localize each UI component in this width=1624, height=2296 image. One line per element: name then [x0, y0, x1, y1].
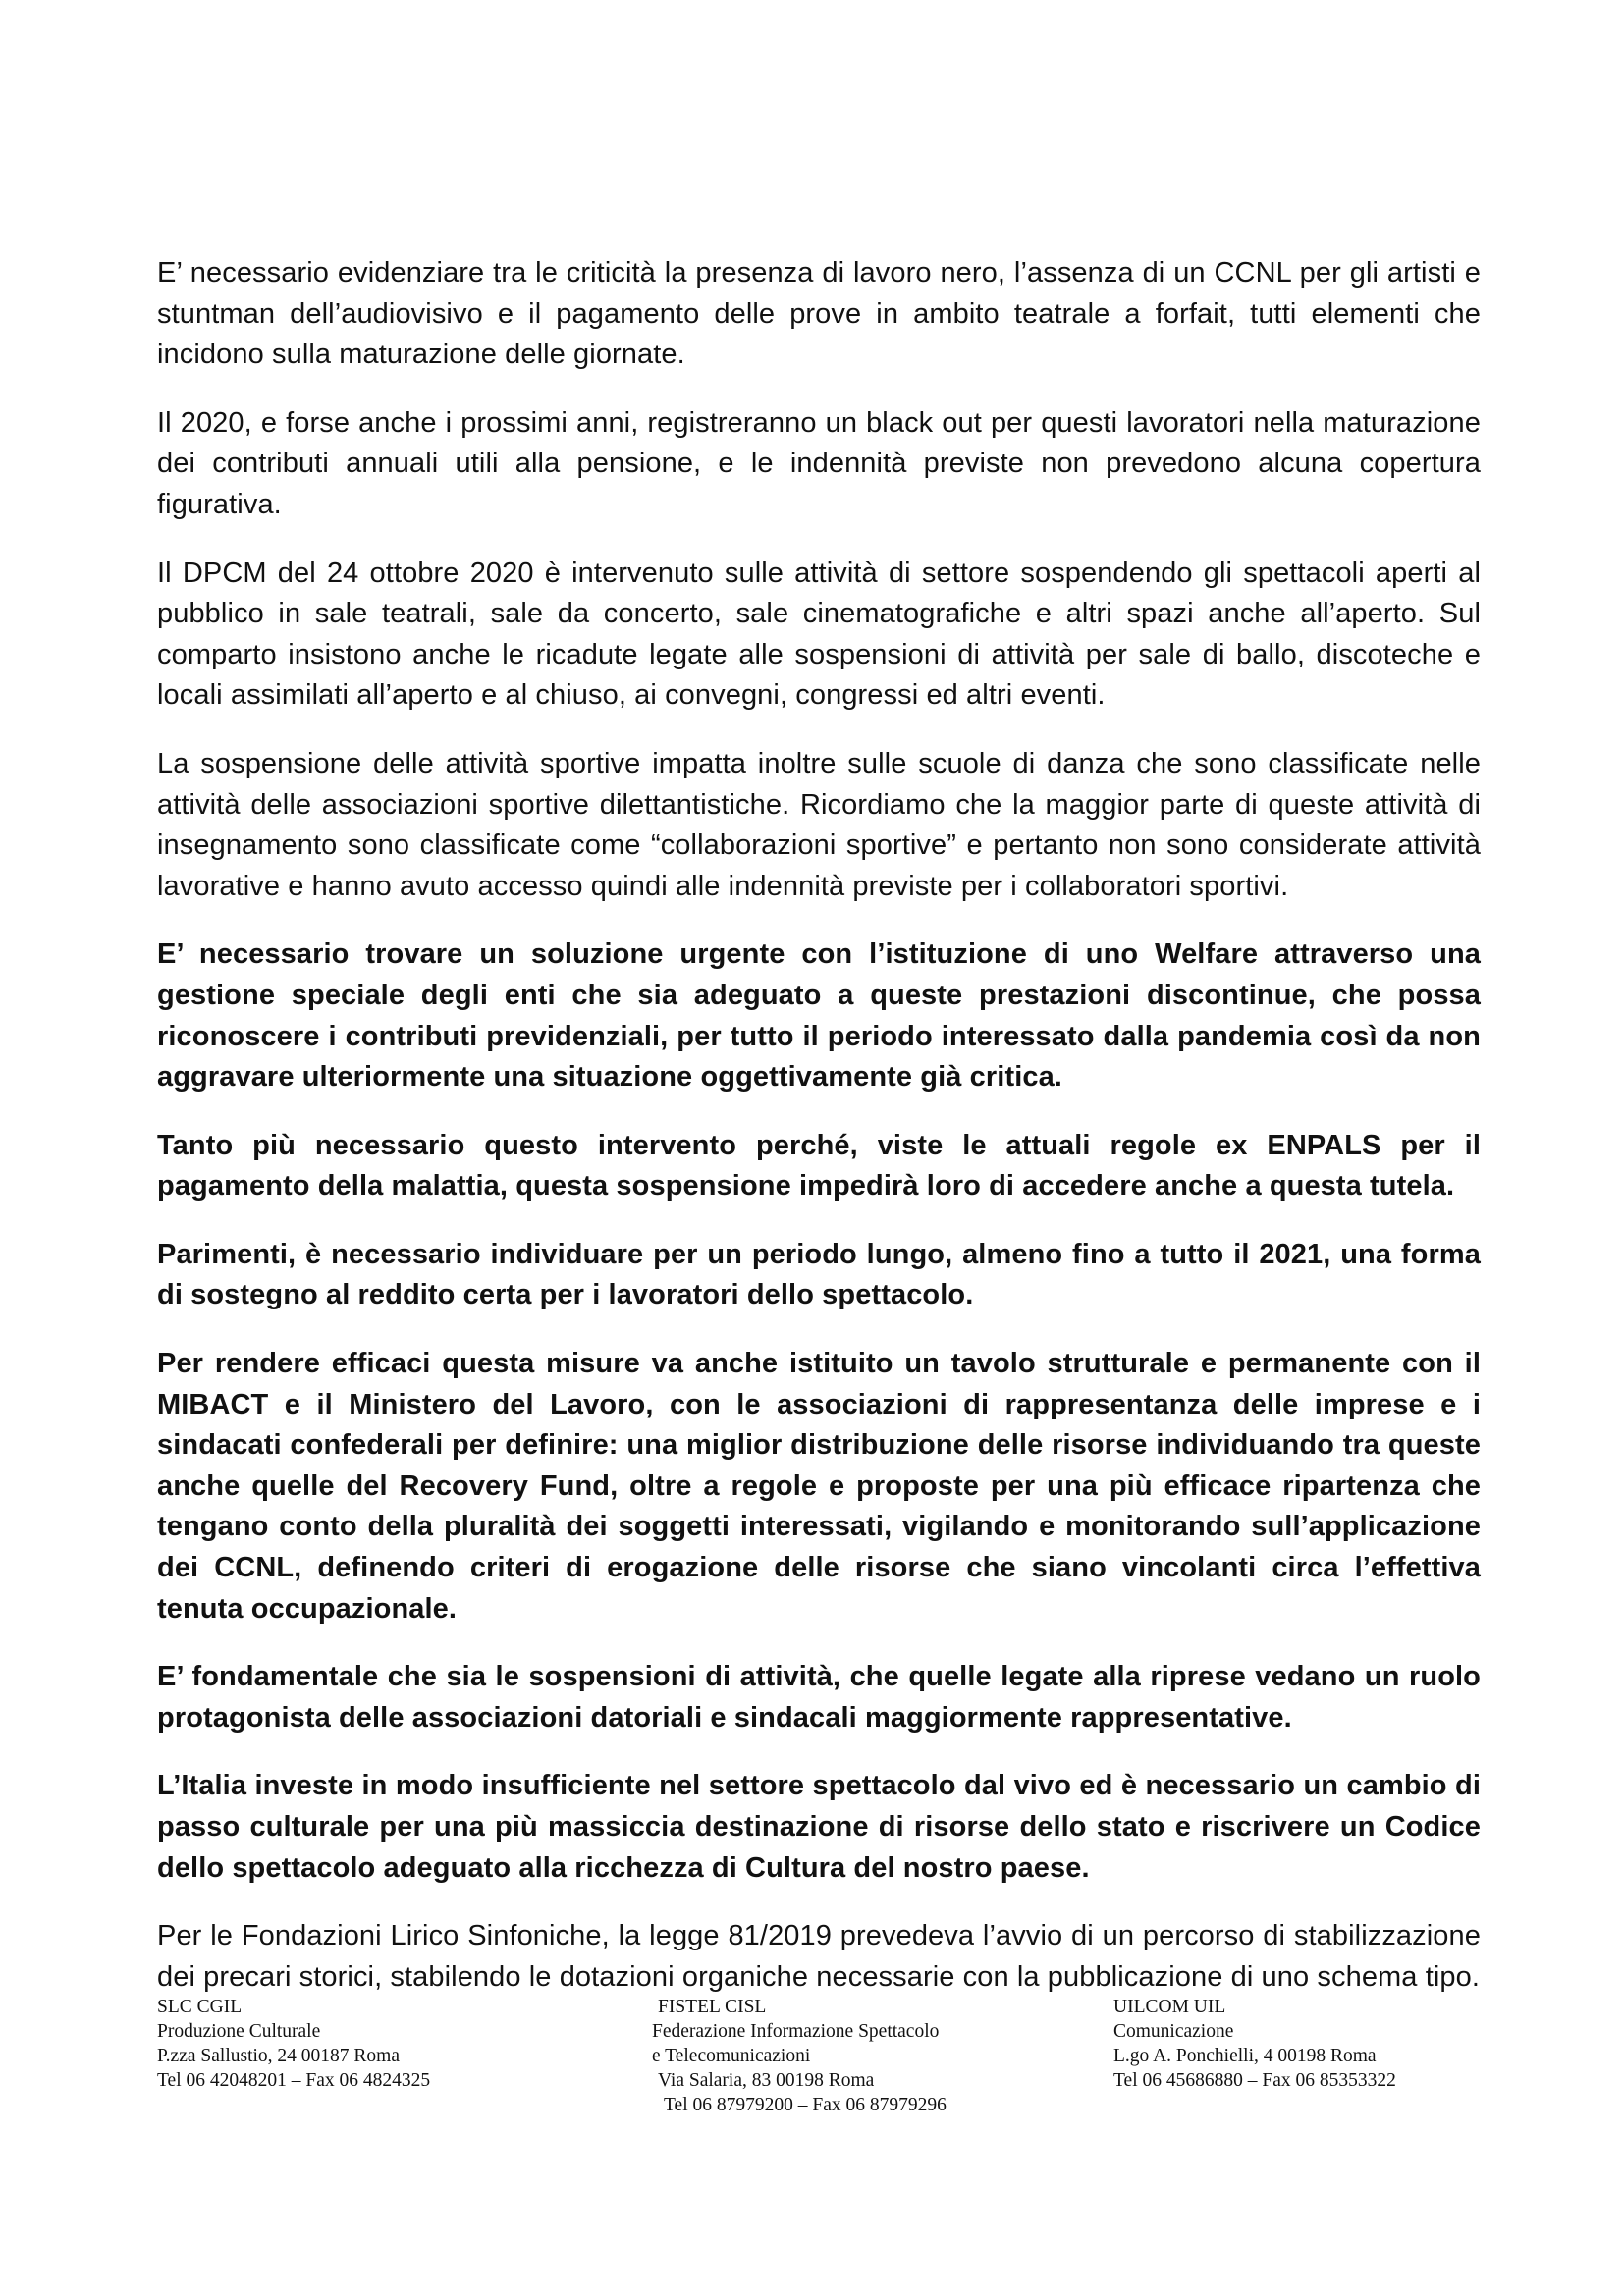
paragraph-bold: Per rendere efficaci questa misure va anche istituito un tavolo strutturale e permanente con il MIBACT e il Ministero del Lavoro, con le associazioni di rappresentanza delle imprese e i sindacati confederali per definire: una miglior distribuzione delle risorse individuando tra queste anche quelle del Recovery Fund, oltre a regole e proposte per una più efficace ripartenza che tengano conto della pluralità dei soggetti interessati, vigilando e monitorando sull’applicazione dei CCNL, definendo criteri di erogazione delle risorse che siano vincolanti circa l’effettiva tenuta occupazionale. [157, 1348, 1481, 1625]
document-body [157, 253, 1481, 2025]
union-address: P.zza Sallustio, 24 00187 Roma [157, 2046, 400, 2066]
union-sector: Produzione Culturale [157, 2021, 321, 2042]
union-sector: Comunicazione [1113, 2021, 1234, 2042]
paragraph: E’ necessario evidenziare tra le criticità la presenza di lavoro nero, l’assenza di un CCNL per gli artisti e stuntman dell’audiovisivo e il pagamento delle prove in ambito teatrale a forfait, tutti elementi che incidono sulla maturazione delle giornate. [157, 257, 1481, 371]
paragraph-bold: Tanto più necessario questo intervento perché, viste le attuali regole ex ENPALS per il pagamento della malattia, questa sospensione impedirà loro di accedere anche a questa tutela. [157, 1129, 1481, 1202]
union-sector: Federazione Informazione Spettacolo [652, 2021, 940, 2042]
union-name: FISTEL CISL [658, 1997, 767, 2017]
paragraph-bold: L’Italia investe in modo insufficiente nel settore spettacolo dal vivo ed è necessario un cambio di passo culturale per una più massiccia destinazione di risorse dello stato e riscrivere un Codice dello spettacolo adeguato alla ricchezza di Cultura del nostro paese. [157, 1770, 1481, 1884]
union-address: L.go A. Ponchielli, 4 00198 Roma [1113, 2046, 1377, 2066]
paragraph-bold: E’ necessario trovare un soluzione urgente con l’istituzione di uno Welfare attraverso una gestione speciale degli enti che sia adeguato a queste prestazioni discontinue, che possa riconoscere i contributi previdenziali, per tutto il periodo interessato dalla pandemia così da non aggravare ulteriormente una situazione oggettivamente già critica. [157, 938, 1481, 1094]
paragraph-bold: Parimenti, è necessario individuare per un periodo lungo, almeno fino a tutto il 2021, una forma di sostegno al reddito certa per i lavoratori dello spettacolo. [157, 1238, 1481, 1311]
union-name: SLC CGIL [157, 1997, 243, 2017]
footer-slc-cgil [157, 1995, 430, 2093]
paragraph: La sospensione delle attività sportive impatta inoltre sulle scuole di danza che sono classificate nelle attività delle associazioni sportive dilettantistiche. Ricordiamo che la maggior parte di queste attività di insegnamento sono classificate come “collaborazioni sportive” e pertanto non sono considerate attività lavorative e hanno avuto accesso quindi alle indennità previste per i collaboratori sportivi. [157, 747, 1481, 902]
union-sector: e Telecomunicazioni [652, 2046, 811, 2066]
paragraph-bold: E’ fondamentale che sia le sospensioni di attività, che quelle legate alla riprese vedano un ruolo protagonista delle associazioni datoriali e sindacali maggiormente rappresentative. [157, 1661, 1481, 1734]
union-name: UILCOM UIL [1113, 1997, 1226, 2017]
paragraph: Per le Fondazioni Lirico Sinfoniche, la legge 81/2019 prevedeva l’avvio di un percorso di stabilizzazione dei precari storici, stabilendo le dotazioni organiche necessarie con la pubblicazione di uno schema tipo. [157, 1920, 1481, 1993]
union-phone: Tel 06 87979200 – Fax 06 87979296 [664, 2095, 947, 2115]
footer-uilcom-uil [1113, 1995, 1396, 2093]
union-phone: Tel 06 45686880 – Fax 06 85353322 [1113, 2070, 1396, 2091]
letterhead-footer [0, 1995, 1624, 2191]
paragraph: Il DPCM del 24 ottobre 2020 è intervenuto sulle attività di settore sospendendo gli spettacoli aperti al pubblico in sale teatrali, sale da concerto, sale cinematografiche e altri spazi anche all’aperto. Sul comparto insistono anche le ricadute legate alle sospensioni di attività per sale di ballo, discoteche e locali assimilati all’aperto e al chiuso, ai convegni, congressi ed altri eventi. [157, 557, 1481, 712]
union-address: Via Salaria, 83 00198 Roma [658, 2070, 875, 2091]
union-phone: Tel 06 42048201 – Fax 06 4824325 [157, 2070, 431, 2091]
footer-fistel-cisl [652, 1995, 947, 2117]
paragraph: Il 2020, e forse anche i prossimi anni, registreranno un black out per questi lavoratori nella maturazione dei contributi annuali utili alla pensione, e le indennità previste non prevedono alcuna copertura figurativa. [157, 406, 1481, 520]
